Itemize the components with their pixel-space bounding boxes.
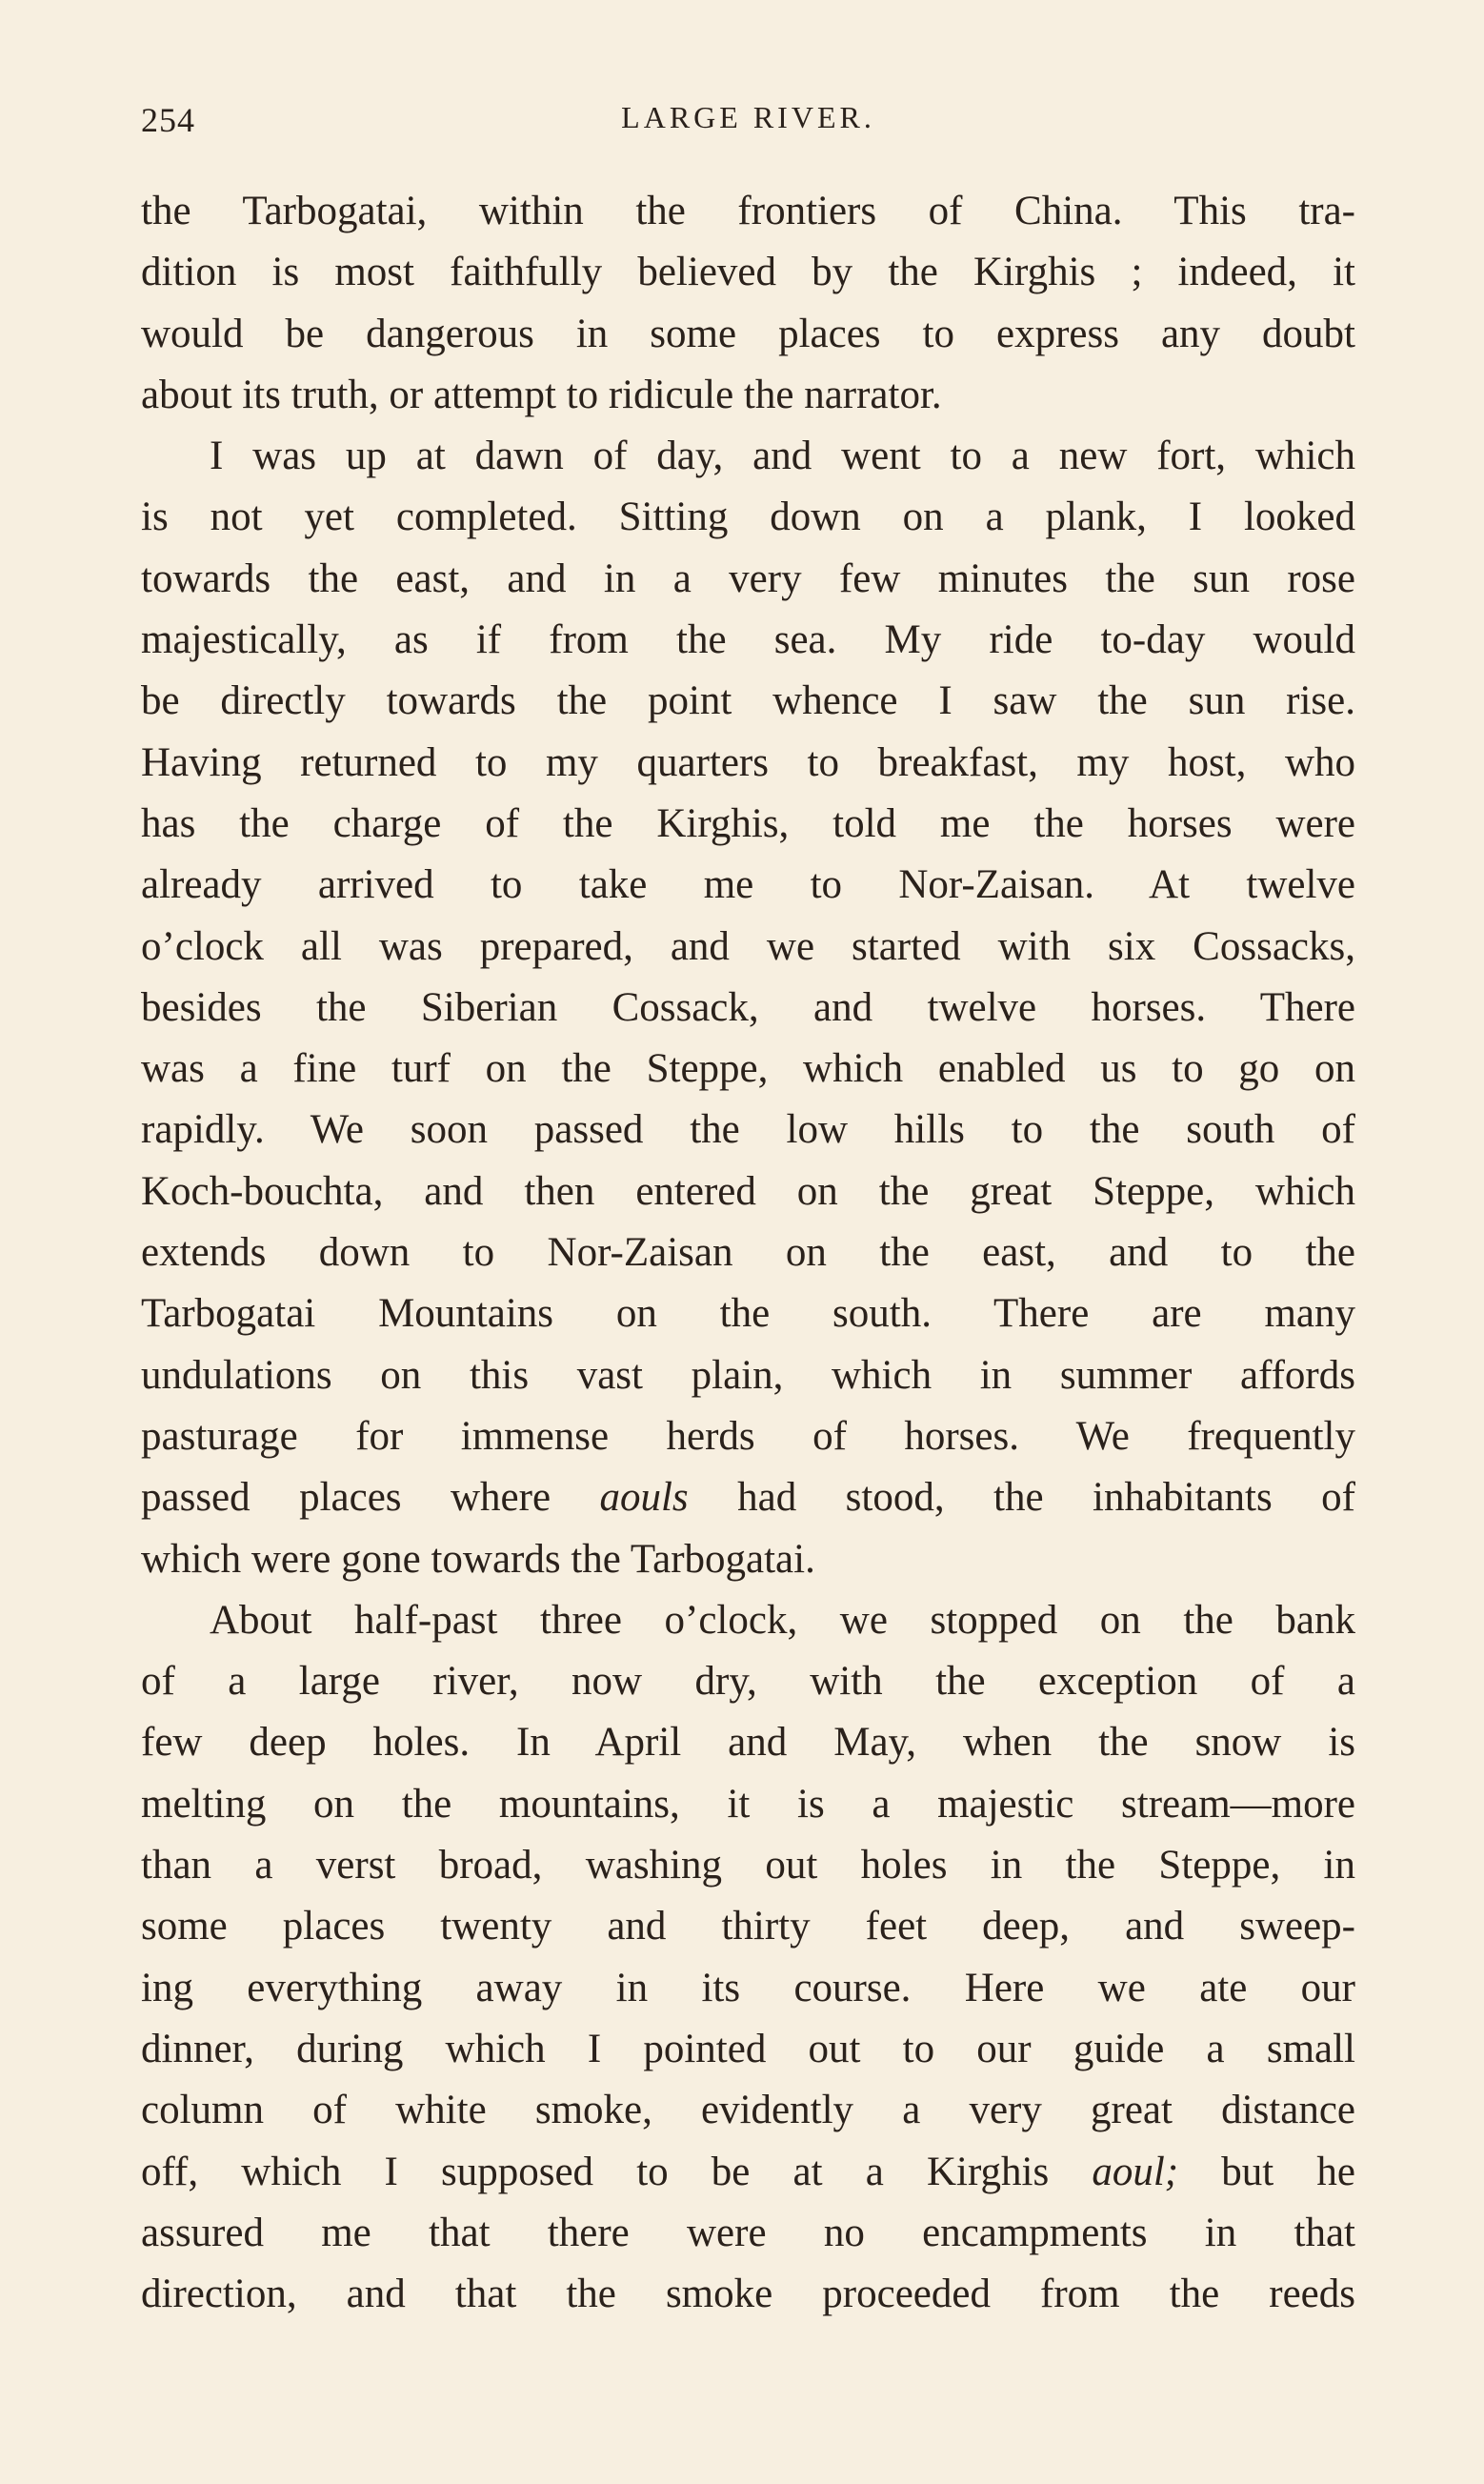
text-line: was a fine turf on the Steppe, which enabled us to go on xyxy=(141,1046,1355,1092)
page-header xyxy=(141,91,1355,148)
text-line: of a large river, now dry, with the exception of a xyxy=(141,1659,1355,1705)
text-line: towards the east, and in a very few minutes the sun rose xyxy=(141,555,1355,601)
text-line: About half-past three o’clock, we stopped on the bank xyxy=(210,1597,1355,1643)
body-text xyxy=(141,181,1355,2325)
text-segment: off, which I supposed to be at a Kirghis xyxy=(141,2149,1093,2194)
text-segment: had stood, the inhabitants of xyxy=(688,1475,1355,1521)
text-segment: passed places where xyxy=(141,1475,600,1521)
text-line: Having returned to my quarters to breakfast, my host, who xyxy=(141,739,1355,785)
italic-word: aouls xyxy=(599,1475,689,1521)
text-line: column of white smoke, evidently a very great distance xyxy=(141,2088,1355,2133)
text-line: ing everything away in its course. Here we ate our xyxy=(141,1965,1355,2010)
text-line: Tarbogatai Mountains on the south. There are many xyxy=(141,1291,1355,1337)
running-head: LARGE RIVER. xyxy=(621,100,875,134)
text-line: o’clock all was prepared, and we started with six Cossacks, xyxy=(141,923,1355,969)
text-line: is not yet completed. Sitting down on a plank, I looked xyxy=(141,495,1355,540)
text-line: pasturage for immense herds of horses. We frequently xyxy=(141,1413,1355,1459)
text-line: would be dangerous in some places to express any doubt xyxy=(141,311,1355,356)
text-line: melting on the mountains, it is a majestic stream—more xyxy=(141,1781,1355,1827)
text-line: be directly towards the point whence I saw the sun rise. xyxy=(141,678,1355,724)
text-line: few deep holes. In April and May, when the snow is xyxy=(141,1720,1355,1766)
text-line: which were gone towards the Tarbogatai. xyxy=(141,1536,815,1582)
page-number: 254 xyxy=(141,101,195,139)
text-line: besides the Siberian Cossack, and twelve horses. There xyxy=(141,984,1355,1030)
text-line xyxy=(141,1467,1355,1528)
text-line: extends down to Nor-Zaisan on the east, and to the xyxy=(141,1230,1355,1276)
text-line: majestically, as if from the sea. My ride to-day would xyxy=(141,617,1355,663)
text-line xyxy=(141,2142,1355,2203)
text-line: undulations on this vast plain, which in summer affords xyxy=(141,1352,1355,1398)
text-line: dinner, during which I pointed out to our guide a small xyxy=(141,2026,1355,2071)
text-line: Koch-bouchta, and then entered on the great Steppe, which xyxy=(141,1168,1355,1214)
text-line: rapidly. We soon passed the low hills to the south of xyxy=(141,1107,1355,1153)
text-line: assured me that there were no encampments in that xyxy=(141,2210,1355,2255)
text-line: about its truth, or attempt to ridicule the narrator. xyxy=(141,372,942,417)
text-line: direction, and that the smoke proceeded from the reeds xyxy=(141,2272,1355,2317)
italic-word: aoul; xyxy=(1092,2149,1179,2194)
text-line: has the charge of the Kirghis, told me the horses were xyxy=(141,800,1355,846)
text-line: I was up at dawn of day, and went to a new fort, which xyxy=(210,434,1355,479)
text-segment: but he xyxy=(1178,2149,1355,2194)
text-line: than a verst broad, washing out holes in the Steppe, in xyxy=(141,1843,1355,1888)
text-line: already arrived to take me to Nor-Zaisan. At twelve xyxy=(141,862,1355,908)
text-line: some places twenty and thirty feet deep, and sweep- xyxy=(141,1904,1355,1949)
text-line: the Tarbogatai, within the frontiers of China. This tra- xyxy=(141,189,1355,233)
text-line: dition is most faithfully believed by the Kirghis ; indeed, it xyxy=(141,250,1355,295)
